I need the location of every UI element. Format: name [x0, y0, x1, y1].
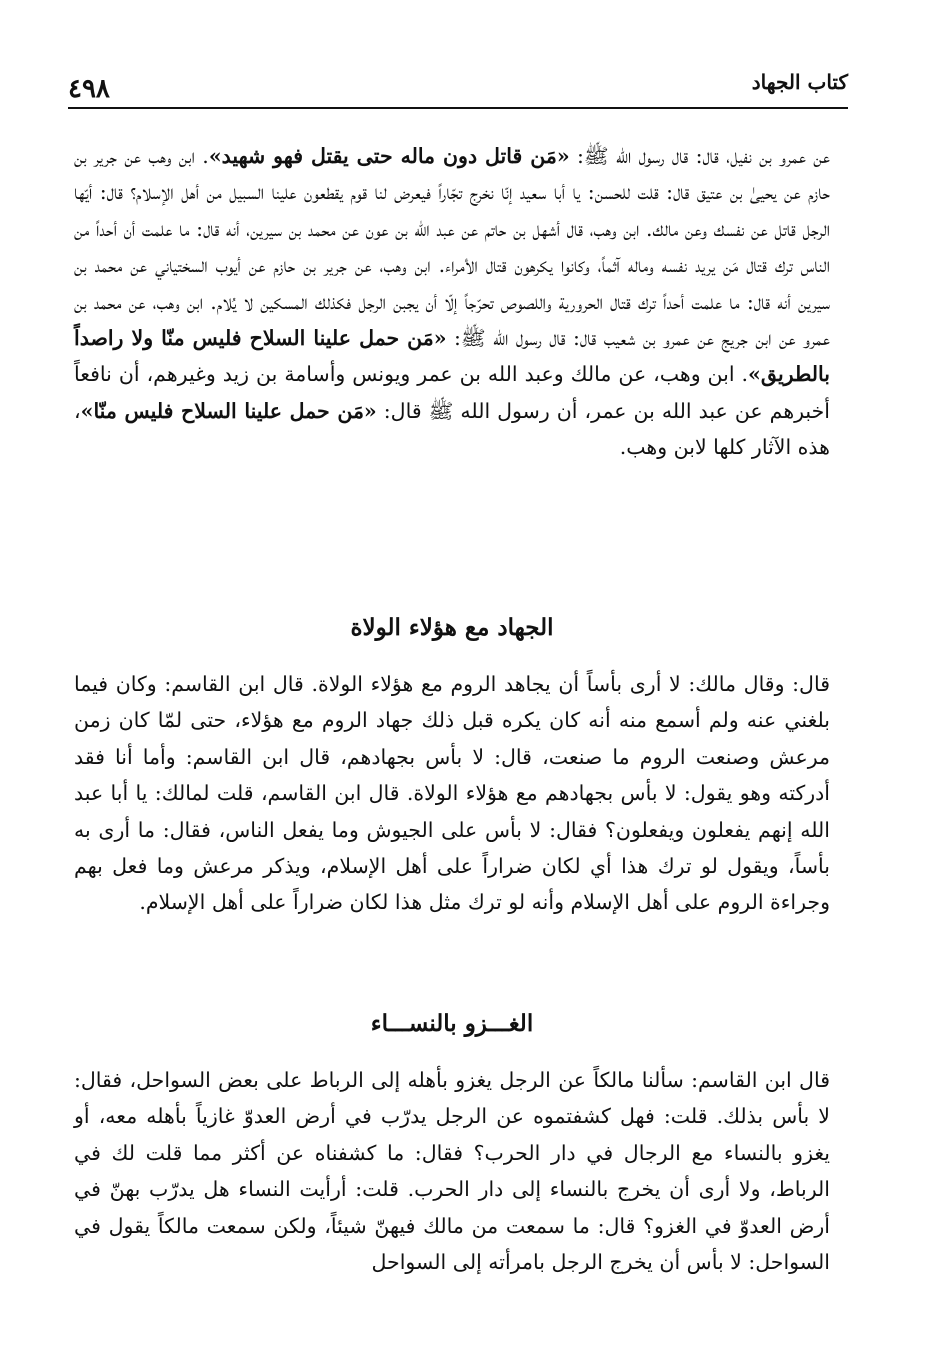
section-2-body: [74, 666, 830, 921]
paragraph-2: قال: وقال مالك: لا أرى بأساً أن يجاهد الروم مع هؤلاء الولاة. قال ابن القاسم: وكان فيما بلغني عنه ولم أسمع منه أنه كان يكره قبل ذلك جهاد الروم مع هؤلاء، حتى لمّا كان زمن مرعش وصنعت الروم ما صنعت، قال: لا بأس بجهادهم، قال ابن القاسم: وأما أنا فقد أدركته وهو يقول: لا بأس بجهادهم مع هؤلاء الولاة. قال ابن القاسم، قلت لمالك: يا أبا عبد الله إنهم يفعلون ويفعلون؟ فقال: لا بأس على الجيوش وما يفعل الناس، فقال: ما أرى به بأساً، ويقول لو ترك هذا أي لكان ضراراً على أهل الإسلام، ويذكر مرعش وما فعل بهم وجراءة الروم على أهل الإسلام وأنه لو ترك مثل هذا لكان ضراراً على أهل الإسلام.: [74, 672, 830, 915]
paragraph-1: [74, 138, 830, 466]
header-divider: [68, 107, 848, 109]
paragraph-1-text-c: . ابن وهب، عن مالك وعبد الله بن عمر ويونس وأسامة بن زيد وغيرهم، أن نافعاً أخبرهم عن عبد الله بن عمر، أن رسول الله ﷺ قال:: [74, 362, 830, 423]
paragraph-3: قال ابن القاسم: سألنا مالكاً عن الرجل يغزو بأهله إلى الرباط على بعض السواحل، فقال: لا بأس بذلك. قلت: فهل كشفتموه عن الرجل يدرّب في أرض العدوّ غازياً بأهله معه، أو يغزو بالنساء مع الرجال في دار الحرب؟ فقال: ما كشفناه عن أكثر مما قلت لك في الرباط، ولا أرى أن يخرج بالنساء إلى دار الحرب. قلت: أرأيت النساء هل يدرّب بهنّ في أرض العدوّ في الغزو؟ قال: ما سمعت من مالك فيهنّ شيئاً، ولكن سمعت مالكاً يقول في السواحل: لا بأس أن يخرج الرجل بامرأته إلى السواحل: [74, 1068, 830, 1275]
section-3-body: [74, 1062, 830, 1280]
hadith-quote-2: «مَن حمل علينا السلاح فليس منّا ولا راصداً بالطريق»: [74, 326, 830, 387]
paragraph-1-text-b: . ابن وهب عن جرير بن حازم عن يحيىٰ بن عتيق قال: قلت للحسن: يا أبا سعيد إنّا نخرج تجّاراً فيعرض لنا قوم يقطعون علينا السبيل من أهل الإسلام؟ قال: أيّها الرجل قاتل عن نفسك وعن مالك. ابن وهب، قال أشهل بن حاتم عن عبد الله بن عون عن محمد بن سيرين، أنه قال: ما علمت أن أحداً من الناس ترك قتال مَن يريد نفسه وماله آثماً، وكانوا يكرهون قتال الأمراء. ابن وهب، عن جرير بن حازم عن أيوب السختياني عن محمد بن سيرين أنه قال: ما علمت أحداً ترك قتال الحرورية واللصوص تحرّجاً إلّا أن يجبن الرجل فكذلك المسكين لا يُلام. ابن وهب، عن محمد بن عمرو عن ابن جريج عن عمرو بن شعيب قال: قال رسول الله ﷺ:: [74, 144, 830, 351]
running-title: كتاب الجهاد: [751, 70, 848, 94]
paragraph-1-text-d: ، هذه الآثار كلها لابن وهب.: [74, 398, 830, 460]
paragraph-1-text-a: عن عمرو بن نفيل، قال: قال رسول الله ﷺ:: [569, 144, 831, 168]
section-1-body: [74, 138, 830, 466]
hadith-quote-3: «مَن حمل علينا السلاح فليس منّا»: [80, 398, 377, 423]
section-heading-jihad-with-rulers: الجهاد مع هؤلاء الولاة: [350, 614, 554, 641]
page-number: ٤٩٨: [68, 74, 110, 104]
hadith-quote-1: «مَن قاتل دون ماله حتى يقتل فهو شهيد»: [208, 144, 570, 168]
page-header: [68, 64, 848, 104]
section-heading-raiding-with-women: الغـــزو بالنســـاء: [370, 1010, 534, 1037]
